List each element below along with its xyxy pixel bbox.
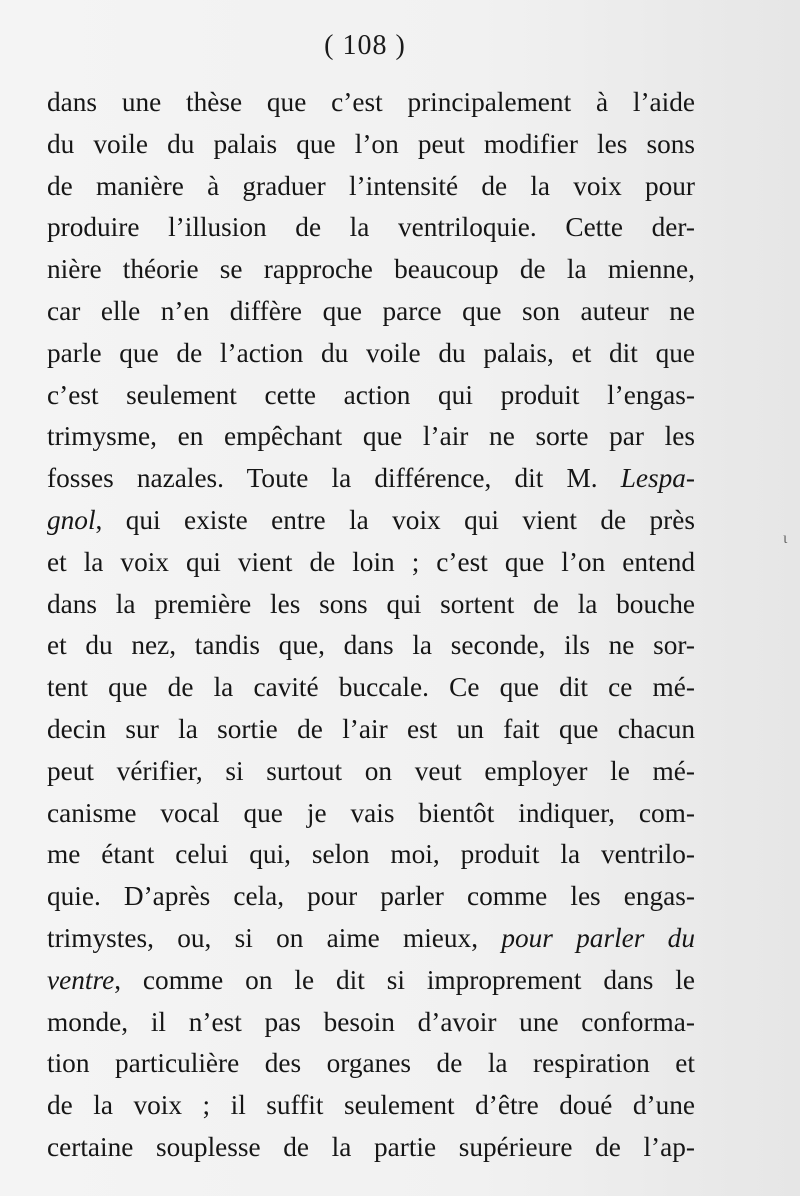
- text-line: [47, 207, 695, 249]
- text-line: [47, 249, 695, 291]
- line-text: trimystes, ou, si on aime mieux,: [47, 922, 502, 953]
- text-line: [47, 416, 695, 458]
- line-text: du voile du palais que l’on peut modifier les sons: [47, 128, 695, 159]
- line-text: c’est seulement cette action qui produit l’engas-: [47, 379, 695, 410]
- body-text: [47, 82, 695, 1169]
- line-text: nière théorie se rapproche beaucoup de la mienne,: [47, 254, 695, 285]
- line-text: de la voix ; il suffit seulement d’être doué d’une: [47, 1090, 695, 1121]
- text-line: [47, 542, 695, 584]
- line-text: tent que de la cavité buccale. Ce que dit ce mé-: [47, 672, 695, 703]
- line-text: quie. D’après cela, pour parler comme les engas-: [47, 881, 695, 912]
- line-text: dans la première les sons qui sortent de la bouche: [47, 588, 695, 619]
- text-line: [47, 500, 695, 542]
- text-line: [47, 751, 695, 793]
- line-text: peut vérifier, si surtout on veut employer le mé-: [47, 755, 695, 786]
- text-line: [47, 166, 695, 208]
- text-line: [47, 876, 695, 918]
- text-line: [47, 333, 695, 375]
- line-text: dans une thèse que c’est principalement à l’aide: [47, 87, 695, 117]
- margin-mark: ι: [783, 530, 788, 547]
- text-line: [47, 1085, 695, 1127]
- italic-text: Lespa-: [620, 463, 695, 494]
- page-number: ( 108 ): [324, 30, 406, 61]
- text-line: [47, 458, 695, 500]
- line-text: car elle n’en diffère que parce que son auteur ne: [47, 295, 695, 326]
- text-line: [47, 625, 695, 667]
- italic-text: ventre: [47, 964, 115, 995]
- line-text: de manière à graduer l’intensité de la voix pour: [47, 170, 695, 201]
- text-line: [47, 709, 695, 751]
- text-line: [47, 834, 695, 876]
- line-text: et la voix qui vient de loin ; c’est que l’on entend: [47, 546, 695, 577]
- line-text: canisme vocal que je vais bientôt indiquer, com-: [47, 797, 695, 828]
- text-line: [47, 1127, 695, 1169]
- line-text: parle que de l’action du voile du palais, et dit que: [47, 337, 695, 368]
- line-text: fosses nazales. Toute la différence, dit M.: [47, 463, 621, 494]
- text-line: [47, 918, 695, 960]
- text-line: [47, 375, 695, 417]
- line-text: , comme on le dit si improprement dans le: [114, 964, 695, 995]
- line-text: monde, il n’est pas besoin d’avoir une conforma-: [47, 1006, 695, 1037]
- text-line: [47, 793, 695, 835]
- italic-text: gnol: [47, 504, 96, 535]
- text-line: [47, 584, 695, 626]
- text-line: [47, 667, 695, 709]
- italic-text: pour parler du: [501, 922, 695, 953]
- line-text: et du nez, tandis que, dans la seconde, ils ne sor-: [47, 630, 695, 661]
- line-text: tion particulière des organes de la respiration et: [47, 1048, 695, 1079]
- line-text: me étant celui qui, selon moi, produit la ventrilo-: [47, 839, 695, 870]
- line-text: trimysme, en empêchant que l’air ne sorte par les: [47, 421, 695, 452]
- text-line: [47, 1002, 695, 1044]
- text-line: [47, 124, 695, 166]
- line-text: decin sur la sortie de l’air est un fait que chacun: [47, 713, 695, 744]
- text-line: [47, 1043, 695, 1085]
- line-text: produire l’illusion de la ventriloquie. Cette der-: [47, 212, 695, 243]
- text-line: [47, 960, 695, 1002]
- text-line: [47, 291, 695, 333]
- line-text: certaine souplesse de la partie supérieure de l’ap-: [47, 1131, 695, 1162]
- text-line: [47, 82, 695, 124]
- line-text: , qui existe entre la voix qui vient de près: [95, 504, 695, 535]
